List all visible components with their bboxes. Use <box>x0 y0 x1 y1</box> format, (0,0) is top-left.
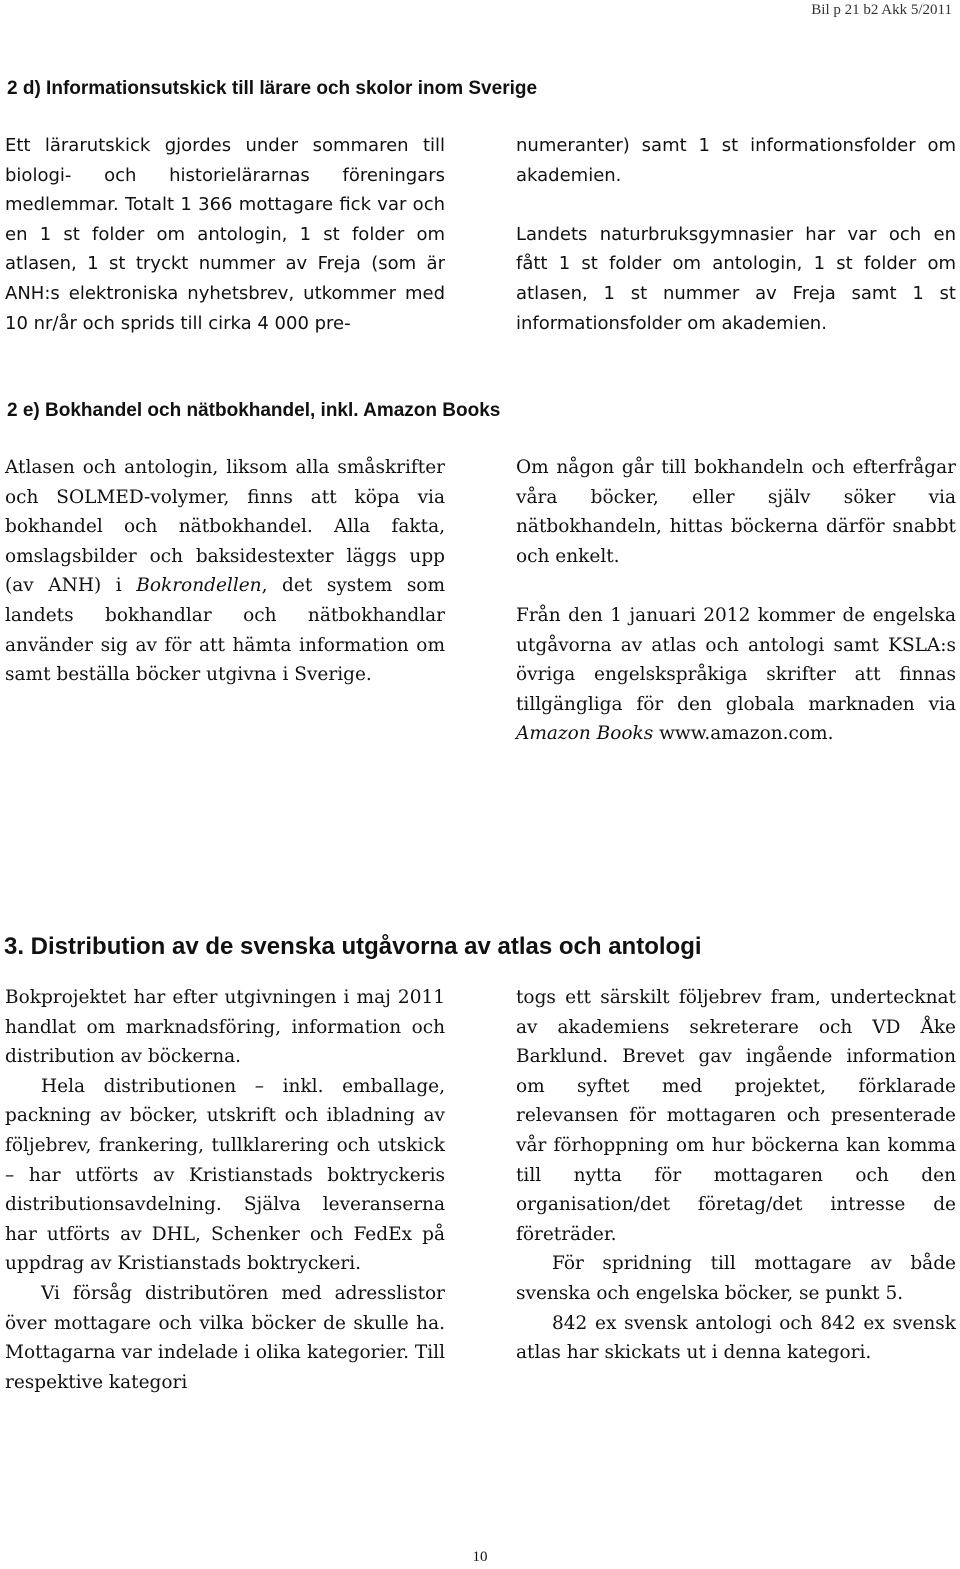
bokrondellen-term: Bokrondellen <box>136 575 262 597</box>
section-2d-left-column <box>5 131 445 338</box>
paragraph: Från den 1 januari 2012 kommer de engelska utgåvorna av atlas och antologi samt KSLA:s övriga engelskspråkiga skrifter att finnas tillgängliga för den globala marknaden via Amazon Books www.amazon.com. <box>516 604 956 745</box>
page-reference: Bil p 21 b2 Akk 5/2011 <box>811 2 952 18</box>
paragraph: För spridning till mottagare av både svenska och engelska böcker, se punkt 5. <box>516 1253 956 1304</box>
paragraph: 842 ex svensk antologi och 842 ex svensk atlas har skickats ut i denna kategori. <box>516 1312 956 1364</box>
amazon-books-term: Amazon Books <box>516 723 654 745</box>
paragraph: Landets naturbruksgymnasier har var och en fått 1 st folder om antologin, 1 st folder om atlasen, 1 st nummer av Freja samt 1 st informationsfolder om akademien. <box>516 223 956 334</box>
page-number: 10 <box>472 1549 488 1565</box>
section-3-right-column <box>516 983 956 1368</box>
heading-3: 3. Distribution av de svenska utgåvorna av atlas och antologi <box>4 933 702 960</box>
heading-2d: 2 d) Informationsutskick till lärare och skolor inom Sverige <box>7 78 538 99</box>
paragraph: Vi försåg distributören med adresslistor över mottagare och vilka böcker de skulle ha. Mottagarna var indelade i olika kategorier. Till respektive kategori <box>5 1282 445 1393</box>
paragraph: Om någon går till bokhandeln och efterfrågar våra böcker, eller själv söker via nätbokhandeln, hittas böckerna därför snabbt och enkelt. <box>516 457 956 567</box>
paragraph: Atlasen och antologin, liksom alla småskrifter och SOLMED-volymer, finns att köpa via bokhandel och nätbokhandel. Alla fakta, omslagsbilder och baksidestexter läggs upp (av ANH) i Bokrondellen, det system som landets bokhandlar och nätbokhandlar använder sig av för att hämta information om samt beställa böcker utgivna i Sverige. <box>5 457 445 686</box>
paragraph: Ett lärarutskick gjordes under sommaren till biologi- och historielärarnas föreningars medlemmar. Totalt 1 366 mottagare fick var och en 1 st folder om antologin, 1 st folder om atlasen, 1 st tryckt nummer av Freja (som är ANH:s elektroniska nyhetsbrev, utkommer med 10 nr/år och sprids till cirka 4 000 pre- <box>5 135 445 334</box>
paragraph: numeranter) samt 1 st informationsfolder om akademien. <box>516 135 956 186</box>
heading-2e: 2 e) Bokhandel och nätbokhandel, inkl. Amazon Books <box>7 400 501 421</box>
section-3-left-column <box>5 983 445 1397</box>
paragraph: Hela distributionen – inkl. emballage, packning av böcker, utskrift och ibladning av följebrev, frankering, tullklarering och utskick – har utförts av Kristianstads boktryckeris distributionsavdelning. Själva leveranserna har utförts av DHL, Schenker och FedEx på uppdrag av Kristianstads boktryckeri. <box>5 1075 445 1275</box>
paragraph: togs ett särskilt följebrev fram, undertecknat av akademiens sekreterare och VD Åke Barklund. Brevet gav ingående information om syftet med projektet, förklarade relevansen för mottagaren och presenterade vår förhoppning om hur böckerna kan komma till nytta för mottagaren och den organisation/det företag/det intresse de företräder. <box>516 987 956 1245</box>
section-2e-right-column <box>516 453 956 749</box>
section-2d-right-column <box>516 131 956 338</box>
paragraph: Bokprojektet har efter utgivningen i maj 2011 handlat om marknadsföring, information och distribution av böckerna. <box>5 987 445 1068</box>
section-2e-left-column <box>5 453 445 690</box>
